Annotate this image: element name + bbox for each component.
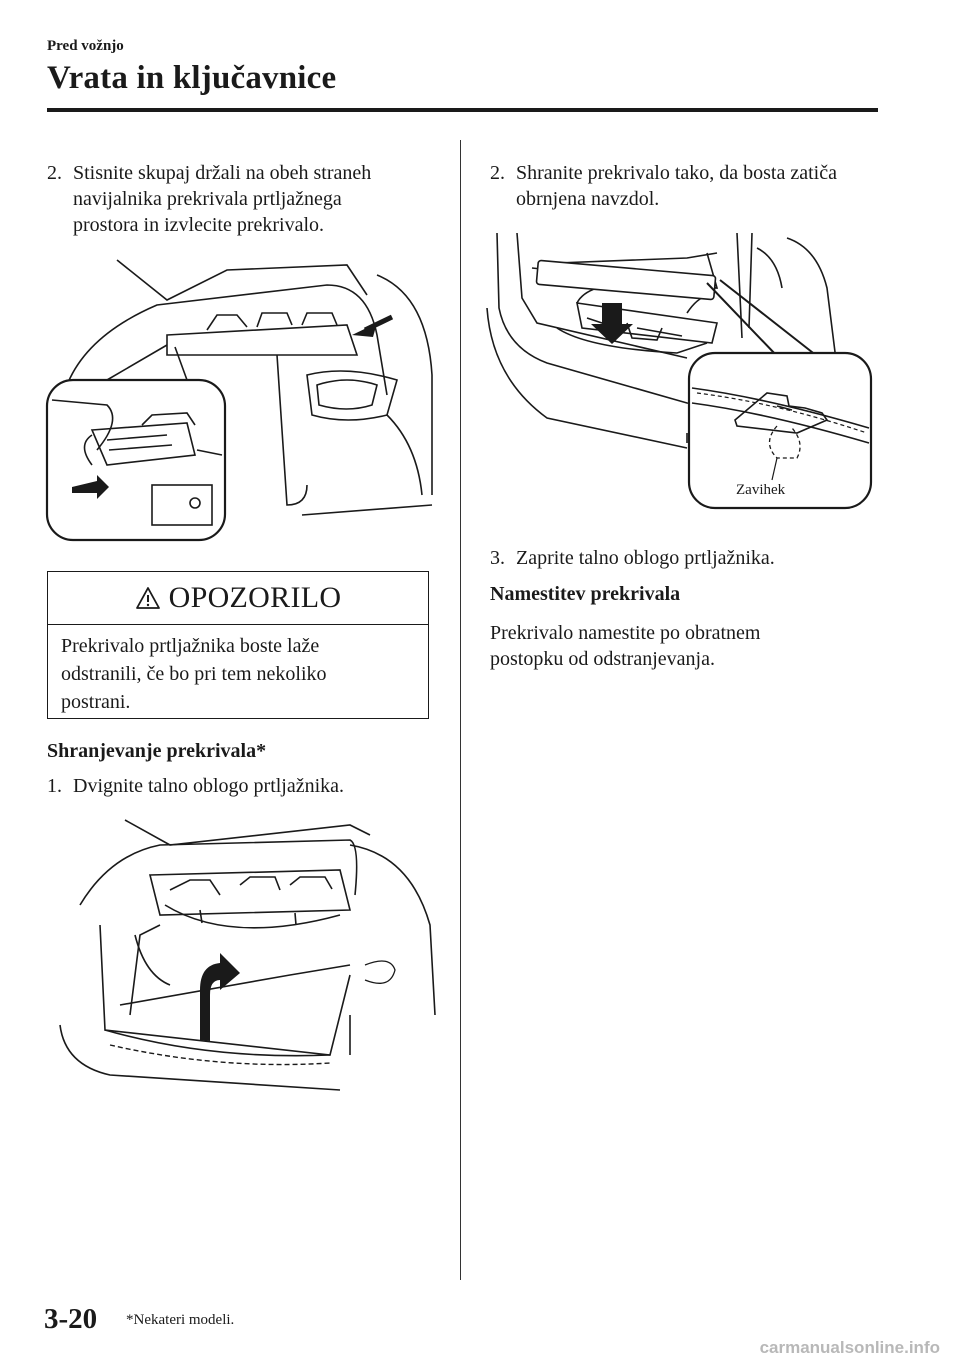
- right-step-2: [490, 160, 890, 214]
- step-line-3: prostora in izvlecite prekrivalo.: [73, 214, 325, 236]
- section-label: Pred vožnjo: [47, 38, 124, 54]
- install-line-1: Prekrivalo namestite po obratnem: [490, 622, 761, 644]
- step-number: 2.: [490, 162, 505, 184]
- install-paragraph: [490, 620, 890, 672]
- warning-line-1: Prekrivalo prtljažnika boste laže: [61, 635, 320, 657]
- watermark: carmanualsonline.info: [759, 1338, 940, 1357]
- step-text: Zaprite talno oblogo prtljažnika.: [516, 547, 775, 569]
- right-step-3: [490, 545, 890, 573]
- storage-heading: Shranjevanje prekrivala*: [47, 740, 267, 762]
- step-line-2: navijalnika prekrivala prtljažnega: [73, 188, 342, 210]
- step-number: 3.: [490, 547, 505, 569]
- column-divider: [460, 140, 461, 1280]
- warning-title: OPOZORILO: [168, 581, 342, 614]
- illustration-pull-cover: [47, 255, 435, 545]
- step-text: Dvignite talno oblogo prtljažnika.: [73, 775, 345, 797]
- footnote: *Nekateri modeli.: [126, 1312, 235, 1328]
- step-number: 1.: [47, 775, 62, 797]
- illustration-store-cover: [487, 228, 875, 513]
- step-line-1: Stisnite skupaj držali na obeh straneh: [73, 162, 372, 184]
- install-line-2: postopku od odstranjevanja.: [490, 648, 715, 670]
- left-step-2: [47, 160, 447, 240]
- warning-line-3: postrani.: [61, 691, 131, 713]
- step-line-2: obrnjena navzdol.: [516, 188, 660, 210]
- page-title: Vrata in ključavnice: [47, 60, 337, 96]
- warning-line-2: odstranili, če bo pri tem nekoliko: [61, 663, 327, 685]
- step-number: 2.: [47, 162, 62, 184]
- left-step-1: [47, 773, 447, 801]
- warning-triangle-icon: [135, 586, 161, 610]
- illustration-lift-floor: [50, 815, 435, 1095]
- step-line-1: Shranite prekrivalo tako, da bosta zatiča: [516, 162, 837, 184]
- page-number: 3-20: [44, 1303, 98, 1335]
- warning-header: [48, 572, 428, 625]
- title-rule: [47, 108, 878, 112]
- warning-box: [47, 571, 429, 719]
- callout-label-zavihek: Zavihek: [736, 482, 786, 498]
- warning-text: [61, 632, 421, 716]
- install-heading: Namestitev prekrivala: [490, 583, 681, 605]
